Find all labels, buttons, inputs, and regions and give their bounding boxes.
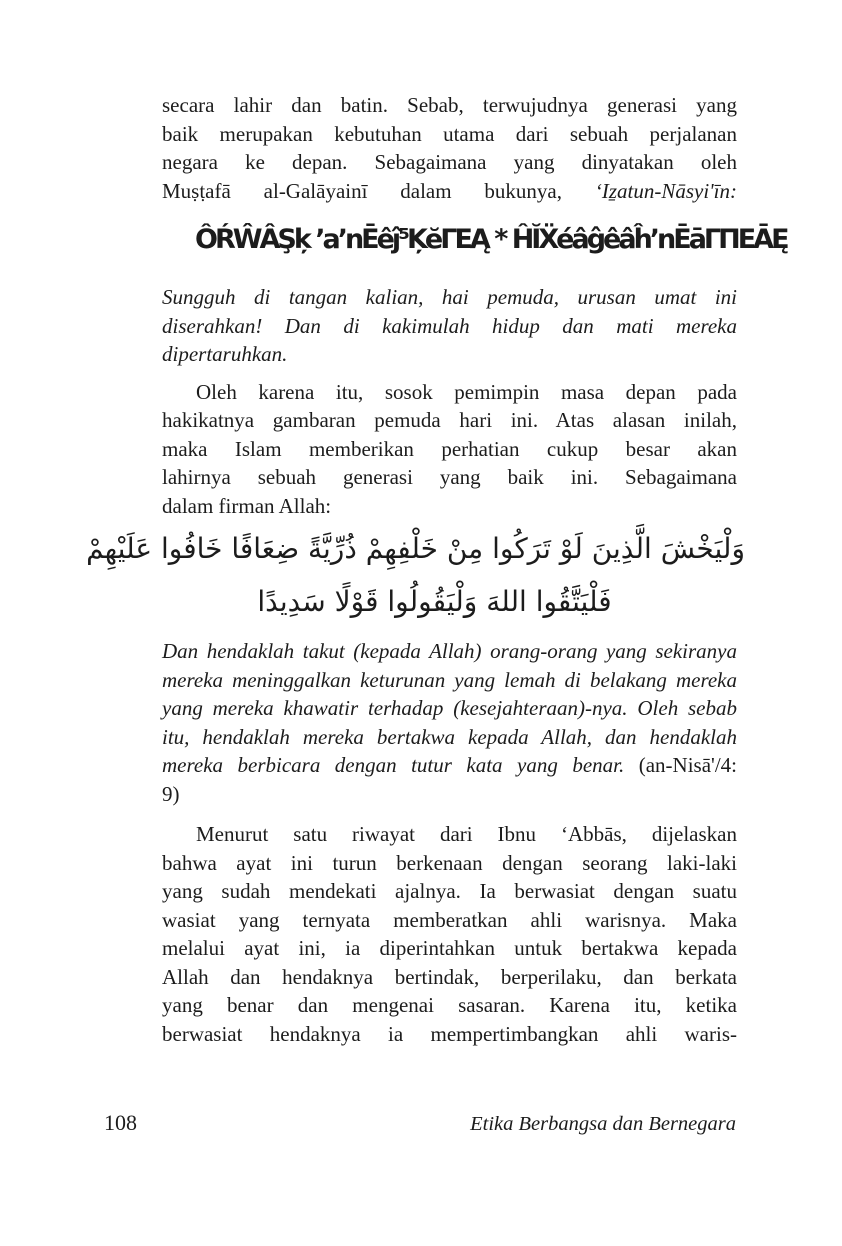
text-line: bahwa ayat ini turun berkenaan dengan seorang laki-laki: [162, 850, 737, 875]
text-line: yang benar dan mengenai sasaran. Karena itu, ketika: [162, 993, 737, 1017]
text-line: Oleh karena itu, sosok pemimpin masa depan pada: [196, 379, 737, 404]
text-line: negara ke depan. Sebagaimana yang dinyatakan oleh: [162, 150, 737, 174]
paragraph-2: [162, 378, 737, 521]
text-line: wasiat yang ternyata memberatkan ahli warisnya. Maka: [162, 907, 737, 932]
text-line: Allah dan hendaknya bertindak, berperilaku, dan berkata: [162, 964, 737, 989]
text-line: mereka meninggalkan keturunan yang lemah di belakang mereka: [162, 667, 737, 692]
text-line: diserahkan! Dan di kakimulah hidup dan mati mereka: [162, 313, 737, 338]
text-line: maka Islam memberikan perhatian cukup besar akan: [162, 436, 737, 461]
text-line: yang sudah mendekati ajalnya. Ia berwasiat dengan suatu: [162, 879, 737, 903]
text-line: baik merupakan kebutuhan utama dari sebuah perjalanan: [162, 121, 737, 146]
text-line: lahirnya sebuah generasi yang baik ini. Sebagaimana: [162, 465, 737, 489]
text-line: yang mereka khawatir terhadap (kesejahteraan)-nya. Oleh sebab: [162, 696, 737, 720]
text-line: Muṣṭafā al-Galāyainī dalam bukunya, ʻIẕatun-Nāsyi'īn:: [162, 178, 737, 203]
text-line: berwasiat hendaknya ia mempertimbangkan ahli waris-: [162, 1021, 737, 1046]
text-line: itu, hendaklah mereka bertakwa kepada Allah, dan hendaklah: [162, 724, 737, 749]
text-line: 9): [162, 781, 180, 806]
arabic-quote-garbled: ÔŔŴÂŞķ ʼaʼnĒêĵ⁵ĶĕΓΕĄ * ĤĬẌéâĝêâĥʼnĒāΓΠΕĀĘ: [195, 224, 787, 255]
translation-quran-verse: [162, 637, 737, 808]
paragraph-continuation: [162, 91, 737, 205]
text-line: وَلْيَخْشَ الَّذِينَ لَوْ تَرَكُوا مِنْ خَلْفِهِمْ ذُرِّيَّةً ضِعَافًا خَافُوا عَلَيْهِمْ: [86, 532, 745, 565]
text-line: فَلْيَتَّقُوا اللهَ وَلْيَقُولُوا قَوْلًا سَدِيدًا: [257, 585, 612, 618]
text-line: mereka berbicara dengan tutur kata yang benar. (an-Nisā'/4:: [162, 753, 737, 777]
text-line: Menurut satu riwayat dari Ibnu ʻAbbās, dijelaskan: [196, 822, 737, 846]
text-line: secara lahir dan batin. Sebab, terwujudnya generasi yang: [162, 93, 737, 117]
paragraph-3: [162, 820, 737, 1048]
text-line: melalui ayat ini, ia diperintahkan untuk bertakwa kepada: [162, 936, 737, 960]
text-line: hakikatnya gambaran pemuda hari ini. Atas alasan inilah,: [162, 408, 737, 432]
text-area: [86, 91, 787, 1048]
translation-quote-1: [162, 283, 737, 369]
text-line: dipertaruhkan.: [162, 342, 288, 366]
footer-running-title: Etika Berbangsa dan Bernegara: [470, 1113, 736, 1135]
quran-verse-arabic: [86, 522, 745, 628]
page-footer: [104, 1110, 736, 1136]
text-line: Dan hendaklah takut (kepada Allah) orang-orang yang sekiranya: [162, 639, 737, 663]
text-line: dalam firman Allah:: [162, 493, 332, 518]
text-line: Sungguh di tangan kalian, hai pemuda, urusan umat ini: [162, 285, 737, 309]
footer-page-number: 108: [104, 1110, 137, 1135]
